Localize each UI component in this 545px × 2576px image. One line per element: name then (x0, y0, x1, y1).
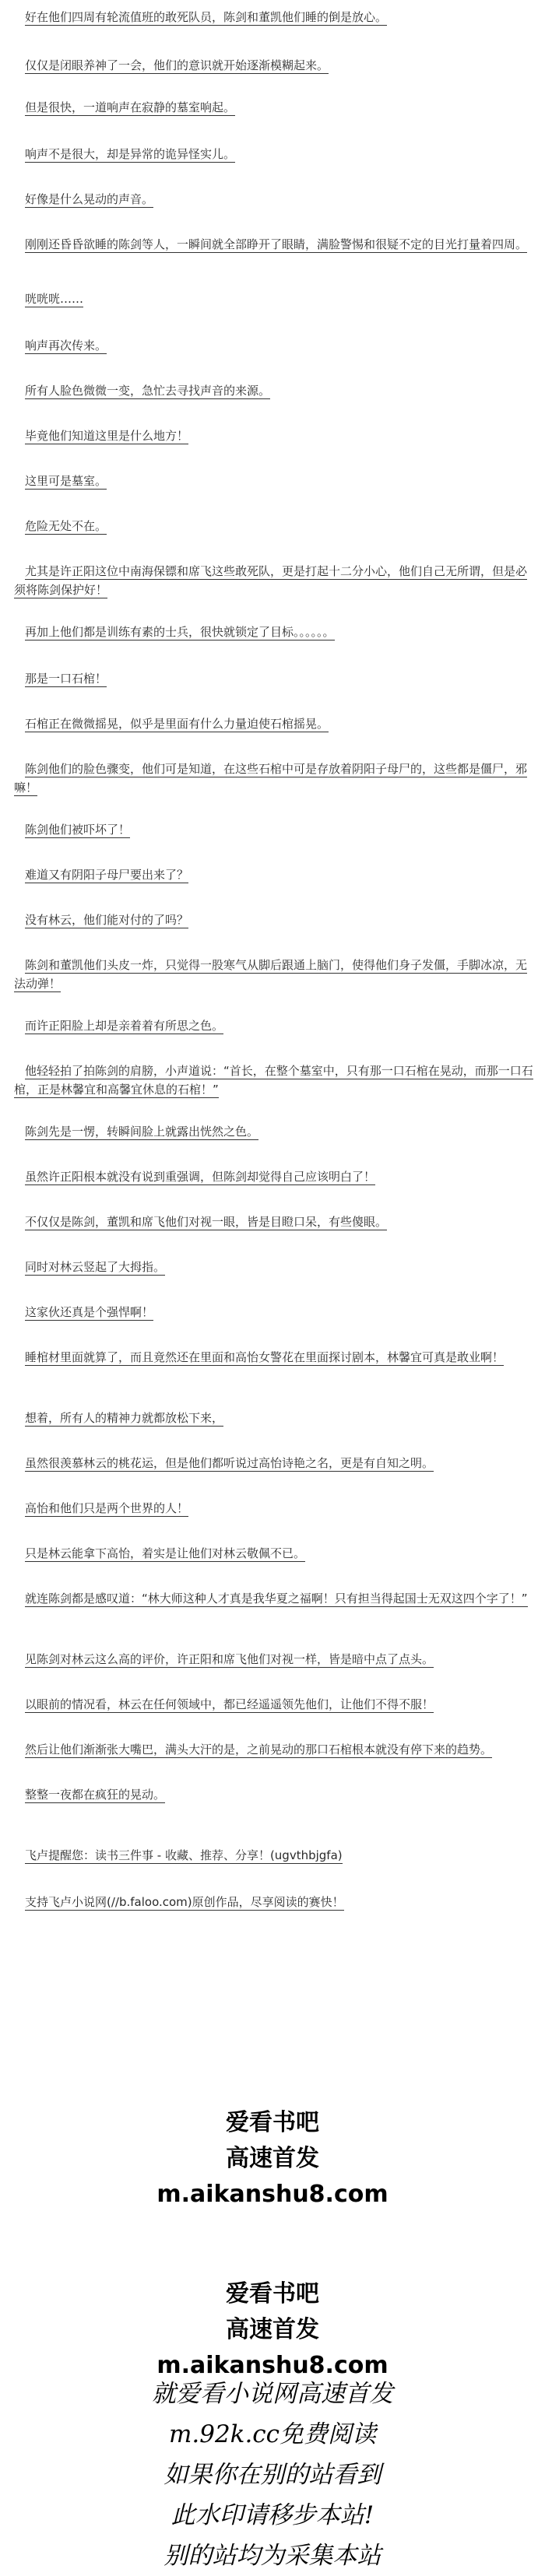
chapter-paragraph (14, 98, 536, 117)
paragraph-text: 他轻轻拍了拍陈剑的肩膀，小声道说：“首长，在整个墓室中，只有那一口石棺在晃动，而那一口石棺，正是林馨宜和高馨宜休息的石棺！” (14, 1064, 533, 1097)
notice-line: 此水印请移步本站! (171, 2501, 374, 2529)
paragraph-text: 刚刚还昏昏欲睡的陈剑等人，一瞬间就全部睁开了眼睛，满脸警惕和很疑不定的目光打量着四周。 (25, 237, 528, 251)
paragraph-text: 好在他们四周有轮流值班的敢死队员，陈剑和董凯他们睡的倒是放心。 (25, 10, 388, 24)
chapter-paragraph (14, 1213, 536, 1231)
chapter-paragraph (14, 1303, 536, 1321)
chapter-paragraph (14, 1258, 536, 1276)
paragraph-text: 危险无处不在。 (25, 519, 107, 533)
paragraph-text: 响声再次传来。 (25, 339, 107, 353)
paragraph-text: 想着，所有人的精神力就都放松下来， (25, 1411, 224, 1425)
paragraph-text: 睡棺材里面就算了，而且竟然还在里面和高怡女警花在里面探讨剧本，林馨宜可真是敢业啊！ (25, 1350, 505, 1364)
paragraph-text: 这里可是墓室。 (25, 474, 107, 488)
paragraph-text: 高怡和他们只是两个世界的人！ (25, 1501, 189, 1515)
chapter-paragraph (14, 8, 536, 26)
chapter-paragraph (14, 760, 536, 797)
paragraph-text: 不仅仅是陈剑，董凯和席飞他们对视一眼，皆是目瞪口呆，有些傻眼。 (25, 1215, 388, 1229)
paragraph-text: 仅仅是闭眼养神了一会，他们的意识就开始逐渐模糊起来。 (25, 58, 329, 72)
paragraph-text: 陈剑他们被吓坏了！ (25, 823, 131, 837)
chapter-paragraph (14, 1893, 536, 1911)
paragraph-text: 而许正阳脸上却是亲着着有所思之色。 (25, 1019, 224, 1033)
paragraph-text: 石棺正在微微摇晃，似乎是里面有什么力量迫使石棺摇晃。 (25, 717, 329, 731)
paragraph-text: 没有林云，他们能对付的了吗？ (25, 913, 189, 927)
chapter-paragraph (14, 1499, 536, 1518)
chapter-paragraph (14, 290, 536, 308)
notice-line: m.92k.cc免费阅读 (168, 2420, 377, 2448)
paragraph-text: 整整一夜都在疯狂的晃动。 (25, 1788, 166, 1802)
chapter-paragraph (14, 1695, 536, 1714)
chapter-paragraph (14, 1589, 536, 1608)
chapter-paragraph (14, 190, 536, 209)
paragraph-text: 响声不是很大，却是异常的诡异怪实儿。 (25, 147, 236, 161)
paragraph-text: 只是林云能拿下高怡，着实是让他们对林云敬佩不已。 (25, 1546, 306, 1560)
notice-line: 如果你在别的站看到 (164, 2461, 382, 2489)
chapter-paragraph (14, 820, 536, 839)
chapter-paragraph (14, 669, 536, 688)
paragraph-text: 那是一口石棺！ (25, 672, 107, 686)
chapter-paragraph (14, 911, 536, 929)
chapter-paragraph (14, 714, 536, 733)
paragraph-text: 以眼前的情况看，林云在任何领域中，都已经遥遥领先他们，让他们不得不服！ (25, 1697, 434, 1711)
chapter-paragraph (14, 472, 536, 490)
chapter-paragraph (14, 1409, 536, 1427)
chapter-paragraph (14, 426, 536, 445)
paragraph-text: 咣咣咣…… (25, 292, 84, 306)
chapter-paragraph (14, 1740, 536, 1759)
paragraph-text: 然后让他们渐渐张大嘴巴，满头大汗的是，之前晃动的那口石棺根本就没有停下来的趋势。 (25, 1742, 493, 1757)
watermark-name: 爱看书吧 (226, 2280, 319, 2308)
paragraph-text: 但是很快，一道响声在寂静的墓室响起。 (25, 100, 236, 114)
chapter-paragraph (14, 1785, 536, 1804)
watermark-url: m.aikanshu8.com (156, 2352, 389, 2379)
chapter-paragraph (14, 1348, 536, 1367)
chapter-paragraph (14, 623, 536, 641)
chapter-paragraph (14, 1846, 536, 1865)
chapter-paragraph (14, 1544, 536, 1563)
watermark-block-1 (0, 2105, 545, 2213)
chapter-paragraph (14, 1454, 536, 1472)
watermark-tagline: 高速首发 (226, 2145, 319, 2172)
chapter-paragraph (14, 336, 536, 355)
chapter-paragraph (14, 235, 536, 254)
chapter-paragraph (14, 145, 536, 163)
watermark-tagline: 高速首发 (226, 2316, 319, 2343)
paragraph-text: 就连陈剑都是感叹道：“林大师这种人才真是我华夏之福啊！只有担当得起国士无双这四个字了！” (25, 1592, 528, 1606)
paragraph-text: 毕竟他们知道这里是什么地方！ (25, 429, 189, 443)
paragraph-text: 虽然很羡慕林云的桃花运，但是他们都听说过高怡诗艳之名，更是有自知之明。 (25, 1456, 434, 1470)
chapter-paragraph (14, 517, 536, 535)
watermark-url: m.aikanshu8.com (156, 2181, 389, 2208)
paragraph-text: 这家伙还真是个强悍啊！ (25, 1305, 154, 1319)
chapter-paragraph (14, 1650, 536, 1669)
paragraph-text: 同时对林云竖起了大拇指。 (25, 1260, 166, 1274)
paragraph-text: 见陈剑对林云这么高的评价，许正阳和席飞他们对视一样，皆是暗中点了点头。 (25, 1652, 434, 1666)
paragraph-text: 陈剑和董凯他们头皮一炸，只觉得一股寒气从脚后跟通上脑门，使得他们身子发僵，手脚冰凉，无法动弹！ (14, 958, 528, 991)
notice-line: 别的站均为采集本站 (164, 2542, 382, 2570)
chapter-paragraph (14, 865, 536, 884)
watermark-name: 爱看书吧 (226, 2109, 319, 2136)
paragraph-text: 支持飞卢小说网(//b.faloo.com)原创作品，尽享阅读的赛快！ (25, 1895, 344, 1909)
paragraph-text: 虽然许正阳根本就没有说到重强调，但陈剑却觉得自己应该明白了！ (25, 1170, 376, 1184)
paragraph-text: 尤其是许正阳这位中南海保镖和席飞这些敢死队，更是打起十二分小心，他们自己无所谓，但是必须将陈剑保护好！ (14, 564, 528, 597)
paragraph-text: 好像是什么晃动的声音。 (25, 192, 154, 206)
chapter-paragraph (14, 956, 536, 993)
chapter-paragraph (14, 1062, 536, 1099)
paragraph-text: 陈剑先是一愣，转瞬间脸上就露出恍然之色。 (25, 1125, 259, 1139)
notice-line: 就爱看小说网高速首发 (152, 2380, 393, 2408)
chapter-paragraph (14, 1167, 536, 1186)
paragraph-text: 再加上他们都是训练有素的士兵，很快就锁定了目标。。。。。。 (25, 625, 335, 639)
chapter-paragraph (14, 381, 536, 400)
paragraph-text: 难道又有阴阳子母尸要出来了？ (25, 868, 189, 882)
chapter-paragraph (14, 56, 536, 75)
site-notice (0, 2374, 545, 2576)
watermark-block-2 (0, 2276, 545, 2384)
paragraph-text: 飞卢提醒您：读书三件事 - 收藏、推荐、分享！(ugvthbjgfa) (25, 1848, 343, 1862)
chapter-paragraph (14, 1016, 536, 1035)
chapter-paragraph (14, 1122, 536, 1141)
paragraph-text: 陈剑他们的脸色骤变，他们可是知道，在这些石棺中可是存放着阴阳子母尸的，这些都是僵尸，邪嘛！ (14, 762, 528, 795)
paragraph-text: 所有人脸色微微一变，急忙去寻找声音的来源。 (25, 384, 271, 398)
chapter-paragraph (14, 562, 536, 599)
